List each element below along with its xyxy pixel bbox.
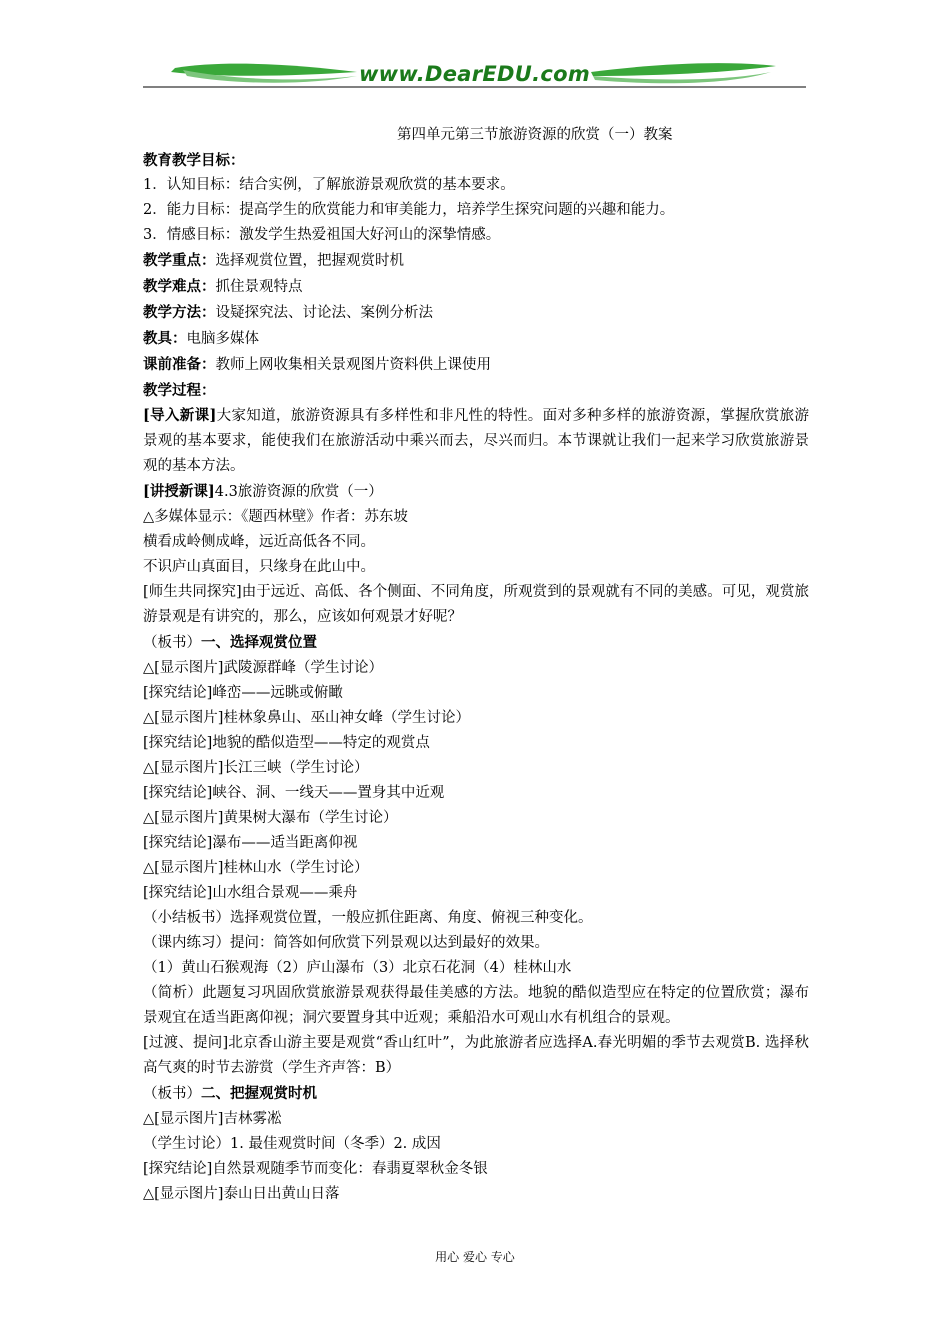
key-points-label: 教学重点： (143, 252, 216, 269)
list-item: △[显示图片]长江三峡（学生讨论） (143, 760, 369, 776)
class-preparation (143, 352, 809, 378)
list-item: 横看成岭侧成峰，远近高低各不同。 (143, 534, 375, 550)
list-item: △多媒体显示：《题西林壁》作者：苏东坡 (143, 509, 408, 525)
board-prefix: （板书） (143, 635, 201, 651)
list-item: 不识庐山真面目，只缘身在此山中。 (143, 559, 375, 575)
goals-heading: 教育教学目标： (143, 152, 245, 169)
new-lesson-line (143, 479, 809, 505)
list-item: △[显示图片]桂林山水（学生讨论） (143, 860, 369, 876)
intro-label: [导入新课] (143, 407, 217, 424)
board-heading-1 (143, 630, 809, 656)
page-footer: 用心 爱心 专心 (435, 1250, 515, 1264)
class-preparation-text: 教师上网收集相关景观图片资料供上课使用 (215, 357, 491, 373)
list-item: （课内练习）提问：简答如何欣赏下列景观以达到最好的效果。 (143, 935, 549, 951)
list-item: △[显示图片]泰山日出黄山日落 (143, 1186, 340, 1202)
transition-paragraph: [过渡、提问]北京香山游主要是观赏“香山红叶”，为此旅游者应选择A.春光明媚的季节去观赏B. 选择秋高气爽的时节去游赏（学生齐声答：B） (143, 1035, 809, 1076)
goal-cognitive: 1．认知目标：结合实例，了解旅游景观欣赏的基本要求。 (143, 177, 515, 193)
teaching-tools-label: 教具： (143, 330, 187, 347)
key-points (143, 248, 809, 274)
teaching-methods-text: 设疑探究法、讨论法、案例分析法 (215, 305, 433, 321)
board-title: 二、把握观赏时机 (201, 1085, 317, 1102)
list-item: △[显示图片]吉林雾凇 (143, 1111, 282, 1127)
list-item: （学生讨论）1. 最佳观赏时间（冬季）2. 成因 (143, 1136, 441, 1152)
difficult-points-label: 教学难点： (143, 278, 216, 295)
class-preparation-label: 课前准备： (143, 356, 216, 373)
teaching-methods (143, 300, 809, 326)
list-item: [探究结论]瀑布——适当距离仰视 (143, 835, 358, 851)
board-title: 一、选择观赏位置 (201, 634, 317, 651)
teaching-tools-text: 电脑多媒体 (186, 331, 259, 347)
teaching-tools (143, 326, 809, 352)
board-prefix: （板书） (143, 1086, 201, 1102)
key-points-text: 选择观赏位置，把握观赏时机 (215, 253, 404, 269)
process-heading: 教学过程： (143, 382, 216, 399)
document-title: 第四单元第三节旅游资源的欣赏（一）教案 (397, 127, 673, 143)
teaching-methods-label: 教学方法： (143, 304, 216, 321)
goal-ability: 2．能力目标：提高学生的欣赏能力和审美能力，培养学生探究问题的兴趣和能力。 (143, 202, 675, 218)
list-item: [探究结论]山水组合景观——乘舟 (143, 885, 358, 901)
list-item: [探究结论]峡谷、洞、一线天——置身其中近观 (143, 785, 445, 801)
list-item: △[显示图片]桂林象鼻山、巫山神女峰（学生讨论） (143, 710, 470, 726)
lesson-plan-document (143, 123, 809, 1207)
list-item: [探究结论]峰峦——远眺或俯瞰 (143, 685, 343, 701)
difficult-points-text: 抓住景观特点 (215, 279, 303, 295)
difficult-points (143, 274, 809, 300)
list-item: （1）黄山石猴观海（2）庐山瀑布（3）北京石花洞（4）桂林山水 (143, 960, 572, 976)
page-header (143, 58, 806, 92)
list-item: △[显示图片]黄果树大瀑布（学生讨论） (143, 810, 398, 826)
intro-text: 大家知道，旅游资源具有多样性和非凡性的特性。面对多种多样的旅游资源，掌握欣赏旅游景观的基本要求，能使我们在旅游活动中乘兴而去，尽兴而归。本节课就让我们一起来学习欣赏旅游景观的基本方法。 (143, 408, 809, 474)
intro-paragraph (143, 403, 809, 479)
list-item: [探究结论]自然景观随季节而变化：春翡夏翠秋金冬银 (143, 1161, 488, 1177)
site-logo-text: www.DearEDU.com (358, 62, 591, 86)
goal-emotion: 3．情感目标：激发学生热爱祖国大好河山的深挚情感。 (143, 227, 501, 243)
new-lesson-text: 4.3旅游资源的欣赏（一） (214, 484, 383, 500)
explore-paragraph: [师生共同探究]由于远近、高低、各个侧面、不同角度，所观赏到的景观就有不同的美感。可见，观赏旅游景观是有讲究的，那么，应该如何观景才好呢？ (143, 584, 809, 625)
board-heading-2 (143, 1081, 809, 1107)
new-lesson-label: [讲授新课] (143, 483, 215, 500)
list-item: [探究结论]地貌的酷似造型——特定的观赏点 (143, 735, 430, 751)
list-item: （小结板书）选择观赏位置，一般应抓住距离、角度、俯视三种变化。 (143, 910, 593, 926)
list-item: △[显示图片]武陵源群峰（学生讨论） (143, 660, 383, 676)
analysis-paragraph: （简析）此题复习巩固欣赏旅游景观获得最佳美感的方法。地貌的酷似造型应在特定的位置欣赏；瀑布景观宜在适当距离仰视；洞穴要置身其中近观；乘船沿水可观山水有机组合的景观。 (143, 985, 809, 1026)
